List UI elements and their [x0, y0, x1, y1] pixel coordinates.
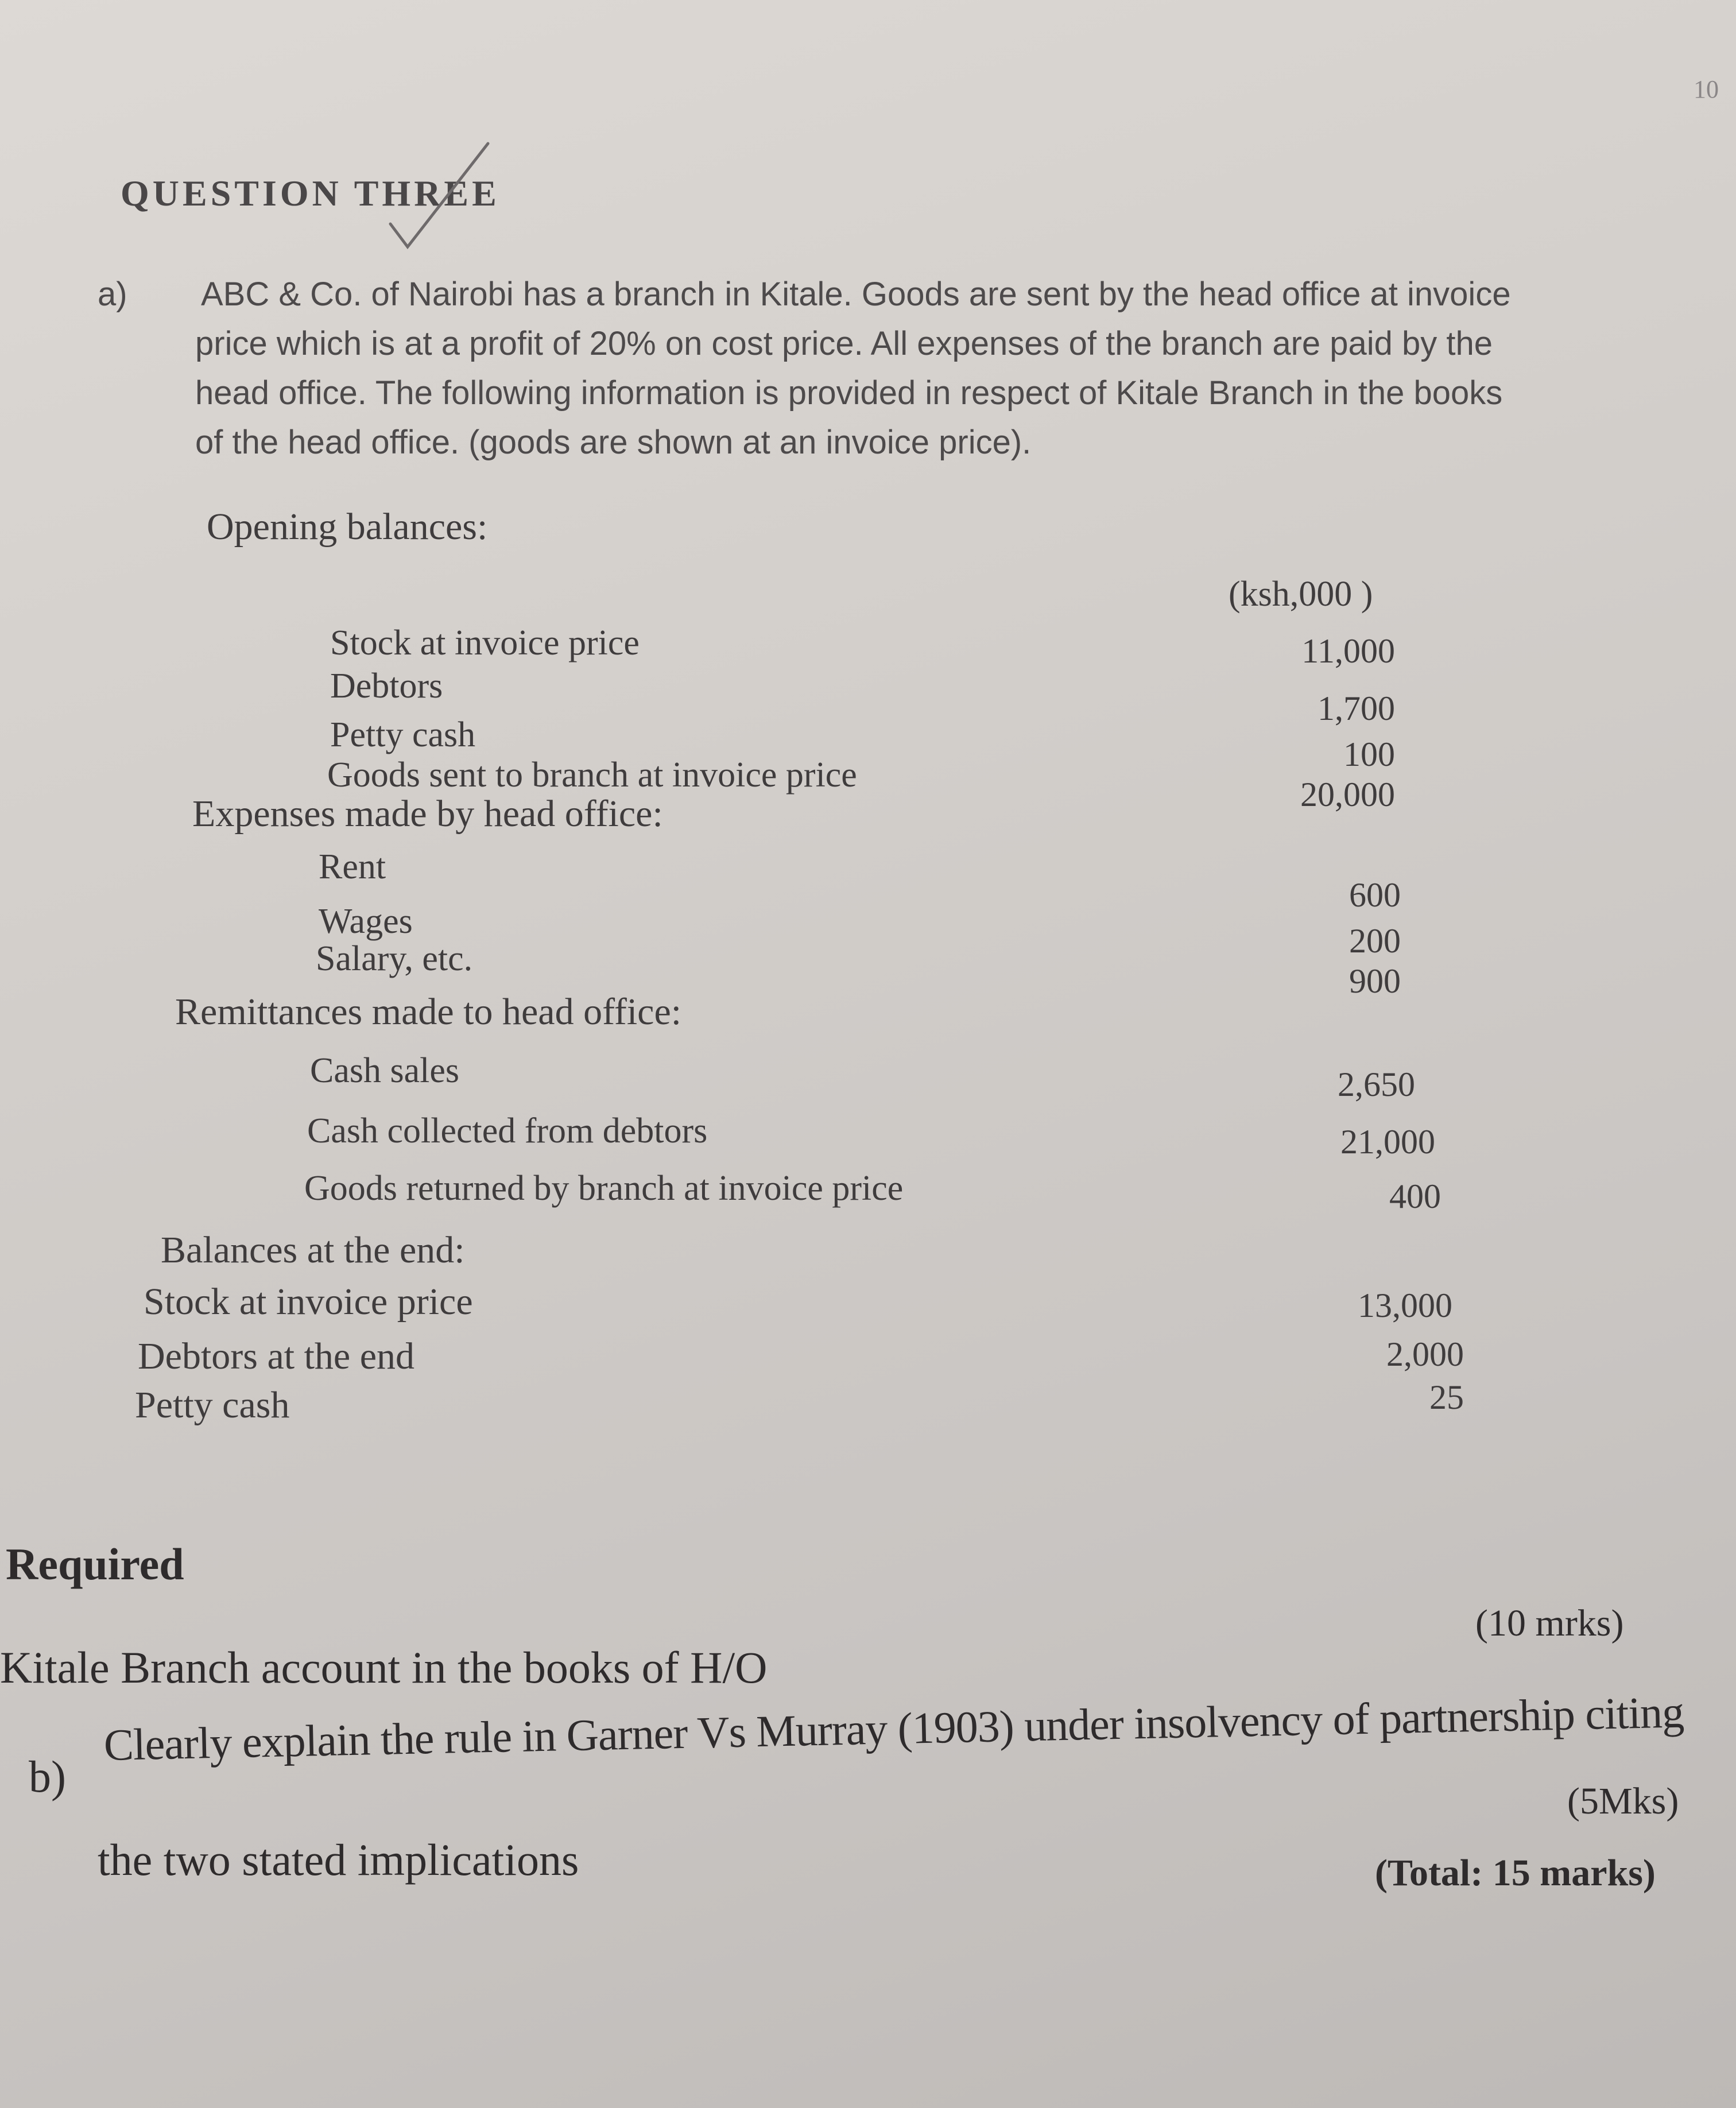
expense-item-amount: 200 — [1349, 922, 1401, 960]
margin-note: 10 — [1694, 75, 1719, 103]
opening-item-label: Goods sent to branch at invoice price — [327, 755, 857, 795]
remittance-item-label: Cash collected from debtors — [307, 1111, 708, 1150]
part-b-line-1: Clearly explain the rule in Garner Vs Murray (1903) under insolvency of partnership citing — [103, 1687, 1684, 1770]
remittance-item-amount: 400 — [1389, 1177, 1441, 1215]
opening-heading: Opening balances: — [207, 506, 488, 548]
question-title: QUESTION THREE — [121, 173, 500, 214]
tick-mark-icon — [367, 138, 494, 253]
closing-item-label: Stock at invoice price — [144, 1281, 473, 1323]
part-b-label: b) — [29, 1752, 66, 1801]
opening-item-amount: 1,700 — [1318, 689, 1395, 727]
remittance-item-label: Cash sales — [310, 1051, 460, 1090]
opening-item-label: Petty cash — [330, 715, 476, 754]
remittance-item-amount: 21,000 — [1340, 1123, 1435, 1161]
unit-label: (ksh,000 ) — [1229, 575, 1373, 614]
closing-item-amount: 2,000 — [1386, 1335, 1464, 1373]
expense-item-label: Salary, etc. — [316, 939, 473, 978]
expense-item-amount: 600 — [1349, 876, 1401, 914]
part-a-line-3: head office. The following information is provided in respect of Kitale Branch in the books — [195, 374, 1503, 412]
part-b-line-2: the two stated implications — [98, 1835, 579, 1885]
expense-item-amount: 900 — [1349, 962, 1401, 1000]
closing-heading: Balances at the end: — [161, 1229, 465, 1271]
closing-item-label: Debtors at the end — [138, 1335, 415, 1377]
closing-item-amount: 25 — [1429, 1378, 1464, 1416]
required-heading: Required — [6, 1539, 184, 1589]
part-a-paragraph — [98, 270, 1676, 467]
required-task: Kitale Branch account in the books of H/O — [0, 1642, 768, 1692]
expense-item-label: Wages — [319, 902, 413, 941]
expenses-heading: Expenses made by head office: — [192, 793, 663, 835]
opening-item-amount: 11,000 — [1301, 632, 1395, 670]
opening-item-amount: 20,000 — [1300, 776, 1395, 813]
closing-item-amount: 13,000 — [1358, 1286, 1452, 1324]
part-a-line-4: of the head office. (goods are shown at an invoice price). — [195, 424, 1032, 461]
opening-item-amount: 100 — [1343, 735, 1395, 773]
opening-item-label: Stock at invoice price — [330, 623, 640, 662]
closing-item-label: Petty cash — [135, 1384, 290, 1426]
part-a-line-1: a) ABC & Co. of Nairobi has a branch in Kitale. Goods are sent by the head office at invoice — [149, 270, 1676, 319]
part-a-label: a) — [98, 276, 127, 313]
opening-item-label: Debtors — [330, 666, 443, 706]
part-a-line-2: price which is at a profit of 20% on cost price. All expenses of the branch are paid by the — [195, 325, 1493, 362]
part-b-marks: (5Mks) — [1567, 1780, 1679, 1822]
total-marks: (Total: 15 marks) — [1375, 1852, 1656, 1894]
remittances-heading: Remittances made to head office: — [175, 991, 682, 1033]
remittance-item-amount: 2,650 — [1338, 1065, 1415, 1103]
expense-item-label: Rent — [319, 847, 386, 886]
task-marks: (10 mrks) — [1475, 1602, 1624, 1644]
remittance-item-label: Goods returned by branch at invoice price — [304, 1169, 904, 1208]
